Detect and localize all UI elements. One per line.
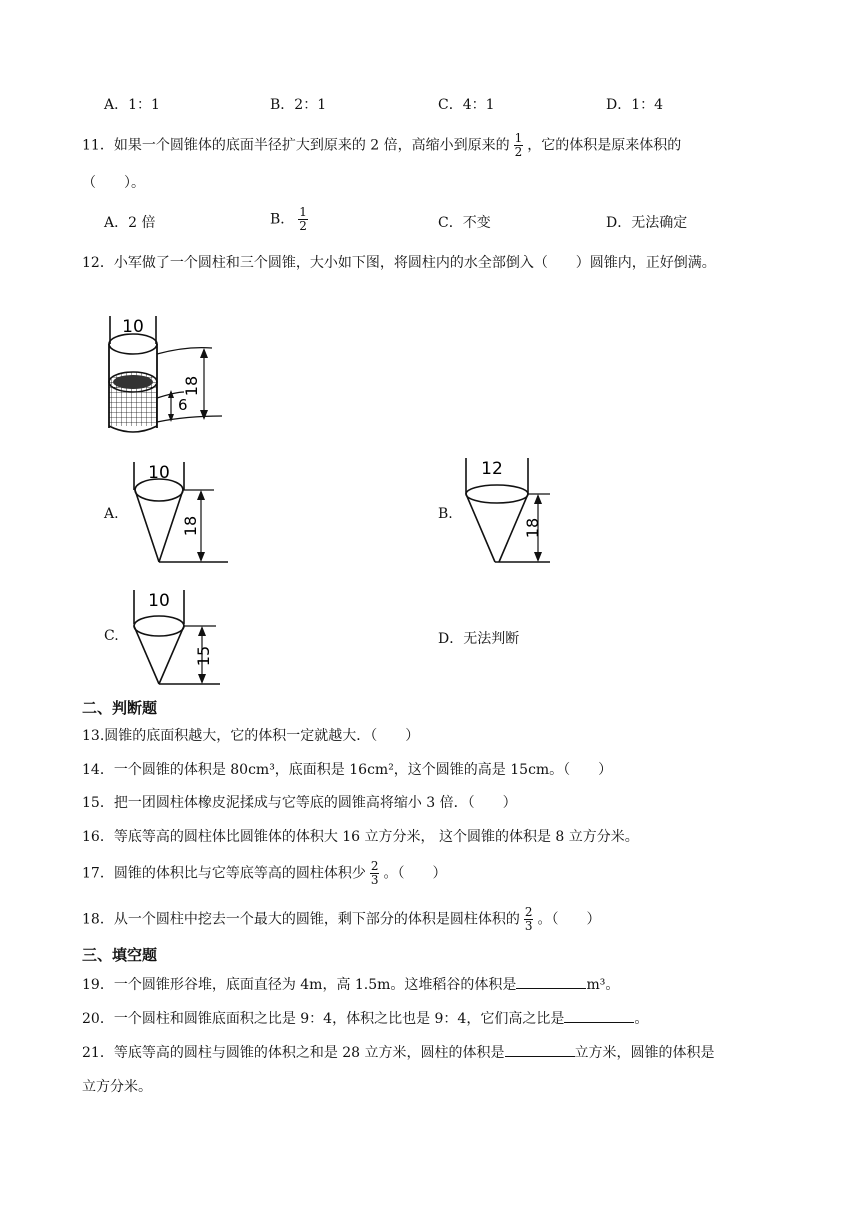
q21-text-after: 立方米，圆锥的体积是 — [574, 1045, 715, 1061]
q20-text-after: 。 — [634, 1011, 649, 1027]
question-21 — [82, 1042, 715, 1062]
q11-fraction — [514, 132, 524, 159]
cone-b-height-label: 18 — [523, 517, 542, 539]
question-18 — [82, 906, 600, 933]
q19-text-after: m³。 — [586, 977, 620, 993]
cone-a-diameter-label: 10 — [148, 463, 170, 483]
q10-option-c: C．4：1 — [438, 97, 495, 113]
q11-option-a: A．2 倍 — [104, 215, 156, 231]
q17-fraction — [370, 860, 380, 887]
q17-frac-num: 2 — [370, 859, 379, 873]
q11-b-den: 2 — [299, 219, 307, 233]
q21-text-before: 21．等底等高的圆柱与圆锥的体积之和是 28 立方米，圆柱的体积是 — [82, 1045, 505, 1061]
q21-answer-blank-1[interactable] — [505, 1043, 575, 1057]
q18-frac-num: 2 — [524, 905, 533, 919]
q11-option-b — [270, 206, 312, 233]
q19-answer-blank[interactable] — [516, 975, 586, 989]
q11-frac-num: 1 — [514, 131, 523, 145]
question-17 — [82, 860, 446, 887]
q12-option-c-label: C. — [104, 628, 119, 644]
cylinder-height-label: 18 — [182, 375, 201, 397]
q11-answer-paren: （ ）。 — [82, 175, 145, 191]
q10-option-d: D．1：4 — [606, 97, 664, 113]
cone-b-figure — [458, 454, 568, 569]
cone-c-height-label: 15 — [194, 645, 213, 667]
q11-text-after: ，它的体积是原来体积的 — [527, 137, 682, 154]
q17-text-after: 。（ ） — [383, 865, 447, 882]
q19-text-before: 19．一个圆锥形谷堆，底面直径为 4m，高 1.5m。这堆稻谷的体积是 — [82, 977, 517, 993]
section-2-title: 二、判断题 — [82, 699, 158, 717]
question-13: 13.圆锥的底面积越大，它的体积一定就越大．（ ） — [82, 728, 420, 744]
q17-text-before: 17．圆锥的体积比与它等底等高的圆柱体积少 — [82, 865, 366, 882]
cone-c-diameter-label: 10 — [148, 591, 170, 611]
question-20 — [82, 1008, 648, 1028]
q11-option-b-fraction — [298, 206, 308, 233]
question-15: 15．把一团圆柱体橡皮泥揉成与它等底的圆锥高将缩小 3 倍．（ ） — [82, 795, 517, 811]
q12-option-b-label: B. — [438, 506, 453, 522]
q18-frac-den: 3 — [524, 919, 533, 933]
question-19 — [82, 974, 619, 994]
cone-a-figure — [122, 460, 232, 570]
q18-fraction — [524, 906, 534, 933]
q18-text-after: 。（ ） — [537, 911, 601, 928]
cylinder-figure — [96, 312, 236, 442]
cone-c-figure — [122, 584, 232, 689]
question-14: 14．一个圆锥的体积是 80cm³，底面积是 16cm²，这个圆锥的高是 15cm。（ ） — [82, 762, 613, 778]
q11-option-c: C．不变 — [438, 215, 491, 231]
q12-option-d: D．无法判断 — [438, 631, 520, 647]
question-11 — [82, 132, 681, 159]
cylinder-diameter-label: 10 — [122, 317, 144, 337]
q18-text-before: 18．从一个圆柱中挖去一个最大的圆锥，剩下部分的体积是圆柱体积的 — [82, 911, 520, 928]
q21-line-2: 立方分米。 — [82, 1079, 152, 1095]
q11-option-d: D．无法确定 — [606, 215, 688, 231]
cone-a-height-label: 18 — [181, 515, 200, 537]
q11-option-b-prefix: B． — [270, 211, 295, 228]
cylinder-water-label: 6 — [178, 396, 188, 414]
q20-text-before: 20．一个圆柱和圆锥底面积之比是 9：4，体积之比也是 9：4，它们高之比是 — [82, 1011, 565, 1027]
q11-b-num: 1 — [299, 205, 307, 219]
q10-option-b: B．2：1 — [270, 97, 327, 113]
q20-answer-blank[interactable] — [564, 1009, 634, 1023]
section-3-title: 三、填空题 — [82, 946, 158, 964]
cone-b-diameter-label: 12 — [481, 459, 503, 479]
question-16: 16．等底等高的圆柱体比圆锥体的体积大 16 立方分米， 这个圆锥的体积是 8 立方分米。 — [82, 829, 639, 845]
question-12: 12．小军做了一个圆柱和三个圆锥，大小如下图，将圆柱内的水全部倒入（ ）圆锥内，正好倒满。 — [82, 255, 716, 271]
q17-frac-den: 3 — [370, 873, 379, 887]
q10-option-a: A．1：1 — [104, 97, 160, 113]
q12-option-a-label: A. — [104, 506, 119, 522]
q11-frac-den: 2 — [514, 145, 523, 159]
q11-text-before: 11．如果一个圆锥体的底面半径扩大到原来的 2 倍，高缩小到原来的 — [82, 137, 510, 154]
